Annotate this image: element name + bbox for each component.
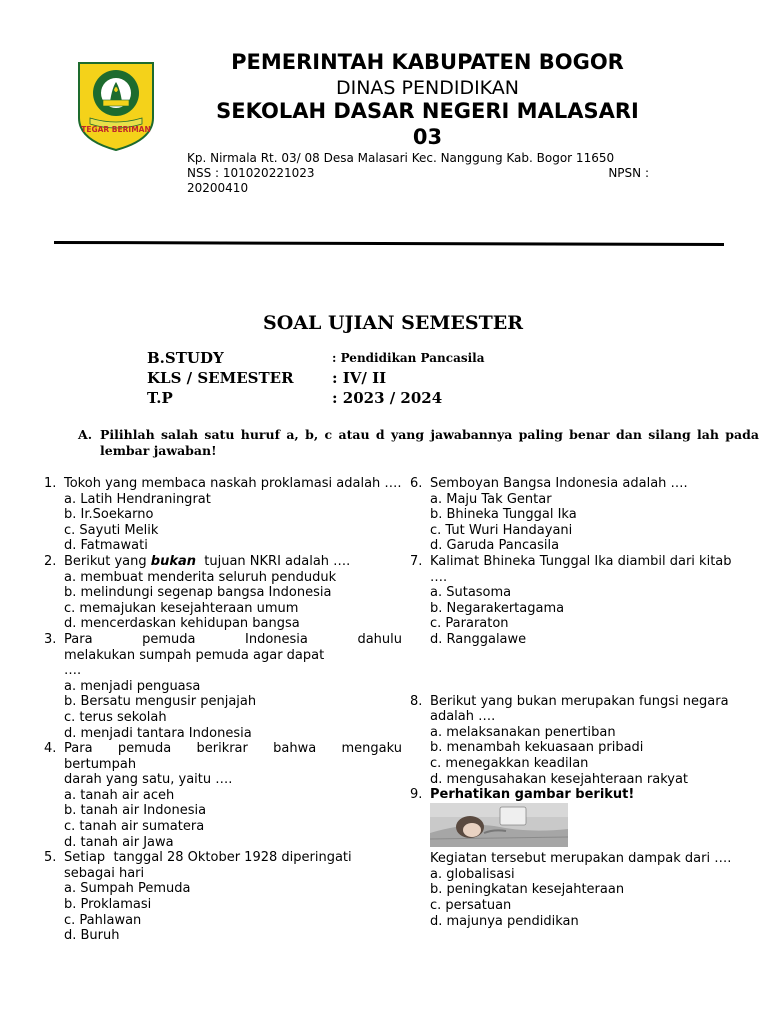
question-line: Berikut yang bukan merupakan fungsi negara [430, 693, 729, 709]
question-heading-text: Perhatikan gambar berikut! [430, 787, 635, 803]
question-8 [410, 694, 766, 725]
option: a. Latih Hendraningrat [64, 491, 211, 507]
question-text: Kegiatan tersebut merupakan dampak dari …. [430, 851, 732, 867]
option: b. Ir.Soekarno [64, 507, 154, 523]
option: d. mengusahakan kesejahteraan rakyat [430, 771, 689, 787]
option: c. persatuan [430, 898, 512, 914]
question-text [64, 632, 402, 679]
meta-value: : 2023 / 2024 [332, 389, 443, 407]
question-1 [44, 476, 402, 492]
option: c. Tut Wuri Handayani [430, 522, 573, 538]
question-number: 3. [44, 631, 57, 647]
question-9 [410, 787, 766, 803]
nss-number: NSS : 101020221023 [187, 166, 315, 180]
question-line: bertumpah [64, 756, 137, 772]
option: b. Proklamasi [64, 897, 152, 913]
option: c. memajukan kesejahteraan umum [64, 600, 299, 616]
option: a. menjadi penguasa [64, 678, 201, 694]
option: c. Pararaton [430, 616, 509, 632]
questions-left-column [44, 476, 402, 944]
department-title: DINAS PENDIDIKAN [335, 77, 520, 99]
question-2 [44, 554, 402, 570]
meta-value: : Pendidikan Pancasila [332, 351, 485, 365]
option: a. membuat menderita seluruh penduduk [64, 569, 337, 585]
question-text-part: tujuan NKRI adalah …. [196, 553, 351, 569]
option: a. Sumpah Pemuda [64, 881, 191, 897]
school-address-block [187, 151, 649, 196]
question-4 [44, 741, 402, 788]
question-number: 9. [410, 787, 423, 803]
option: d. Fatmawati [64, 538, 148, 554]
emphasis-word: bukan [150, 553, 196, 569]
meta-label: T.P [147, 389, 173, 407]
question-text [64, 850, 402, 881]
question-number: 6. [410, 476, 423, 491]
question-3 [44, 632, 402, 679]
meta-row-year [147, 388, 485, 408]
question-line: darah yang satu, yaitu …. [64, 772, 233, 788]
option: a. tanah air aceh [64, 787, 175, 803]
question-text [430, 554, 766, 585]
question-7 [410, 554, 766, 585]
meta-label: KLS / SEMESTER [147, 369, 294, 387]
questions-right-column [410, 476, 766, 929]
option: c. tanah air sumatera [64, 819, 205, 835]
header-divider [54, 241, 724, 246]
option: d. mencerdaskan kehidupan bangsa [64, 616, 300, 632]
question-heading [430, 787, 766, 803]
question-line: Para pemuda Indonesia dahulu [64, 631, 402, 647]
question-line: Kalimat Bhineka Tunggal Ika diambil dari kitab [430, 553, 732, 569]
question-5 [44, 850, 402, 881]
question-text-part: Berikut yang [64, 553, 151, 569]
question-line: …. [430, 569, 448, 585]
government-title: PEMERINTAH KABUPATEN BOGOR [231, 50, 624, 74]
question-number: 1. [44, 476, 57, 491]
instruction [78, 427, 759, 459]
option: b. tanah air Indonesia [64, 803, 207, 819]
svg-text:TEGAR BERIMAN: TEGAR BERIMAN [81, 125, 151, 134]
option: d. menjadi tantara Indonesia [64, 725, 252, 741]
question-line: melakukan sumpah pemuda agar dapat [64, 647, 325, 663]
option: b. menambah kekuasaan pribadi [430, 740, 644, 756]
question-line: sebagai hari [64, 865, 145, 881]
option: d. Ranggalawe [430, 631, 527, 647]
school-name: SEKOLAH DASAR NEGERI MALASARI [216, 99, 639, 123]
question-line: …. [64, 663, 82, 679]
question-line: Para pemuda berikrar bahwa mengaku [64, 741, 402, 757]
exam-meta [147, 348, 485, 408]
question-text [430, 694, 766, 725]
npsn-label: NPSN : [608, 166, 649, 180]
question-text [64, 741, 402, 788]
option: b. peningkatan kesejahteraan [430, 882, 625, 898]
option: d. Buruh [64, 928, 120, 944]
question-9-image [430, 803, 568, 847]
option: b. Bhineka Tunggal Ika [430, 507, 577, 523]
question-text: Tokoh yang membaca naskah proklamasi adalah …. [64, 476, 402, 491]
meta-row-class [147, 368, 485, 388]
option: c. Sayuti Melik [64, 522, 159, 538]
exam-title: SOAL UJIAN SEMESTER [262, 312, 523, 334]
option: a. Sutasoma [430, 585, 512, 601]
option: b. Negarakertagama [430, 600, 565, 616]
school-number: 03 [412, 125, 443, 149]
npsn-number: 20200410 [187, 181, 249, 195]
question-text: Semboyan Bangsa Indonesia adalah …. [430, 476, 688, 491]
option: d. Garuda Pancasila [430, 538, 560, 554]
spacer [410, 648, 766, 694]
meta-row-subject [147, 348, 485, 368]
question-number: 5. [44, 850, 57, 866]
meta-value: : IV/ II [332, 369, 387, 387]
question-number: 8. [410, 693, 423, 709]
school-address: Kp. Nirmala Rt. 03/ 08 Desa Malasari Kec. Nanggung Kab. Bogor 11650 [187, 151, 615, 165]
instruction-text: Pilihlah salah satu huruf a, b, c atau d yang jawabannya paling benar dan silang lah pada lembar jawaban! [100, 427, 759, 458]
option: a. Maju Tak Gentar [430, 491, 552, 507]
meta-label: B.STUDY [147, 349, 224, 367]
option: c. terus sekolah [64, 709, 167, 725]
question-line: adalah …. [430, 709, 496, 725]
option: b. Bersatu mengusir penjajah [64, 694, 257, 710]
school-district-logo [76, 60, 156, 152]
question-6 [410, 476, 766, 492]
question-line: Setiap tanggal 28 Oktober 1928 diperingati [64, 850, 352, 866]
option: d. tanah air Jawa [64, 834, 174, 850]
option: b. melindungi segenap bangsa Indonesia [64, 585, 332, 601]
option: d. majunya pendidikan [430, 913, 579, 929]
option: c. menegakkan keadilan [430, 755, 589, 771]
question-text [64, 554, 402, 570]
question-number: 7. [410, 553, 423, 569]
question-number: 4. [44, 741, 57, 757]
option: c. Pahlawan [64, 912, 142, 928]
question-number: 2. [44, 553, 57, 569]
option: a. melaksanakan penertiban [430, 724, 616, 740]
option: a. globalisasi [430, 866, 515, 882]
instruction-letter: A. [78, 427, 93, 442]
